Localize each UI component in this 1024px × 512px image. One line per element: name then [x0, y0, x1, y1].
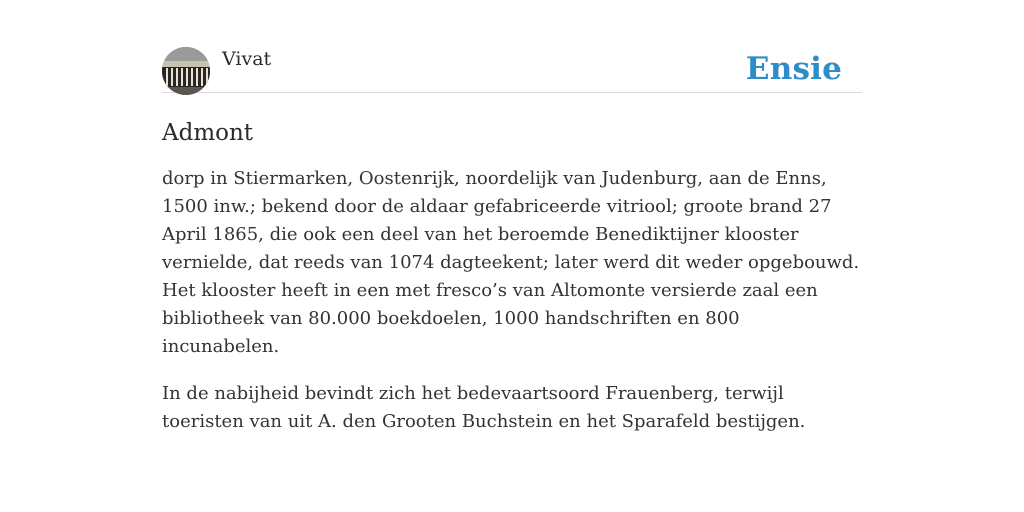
library-books-icon — [162, 47, 210, 95]
entry-card — [162, 46, 862, 455]
entry-paragraph: In de nabijheid bevindt zich het bedevaartsoord Frauenberg, terwijl toeristen van uit A. den Grooten Buchstein en het Sparafeld bestijgen. — [162, 383, 806, 432]
ensie-logo[interactable]: Ensie — [745, 51, 842, 87]
entry-title: Admont — [162, 120, 254, 146]
author-name[interactable]: Vivat — [222, 48, 272, 70]
entry-body — [162, 165, 862, 436]
author-avatar[interactable] — [162, 47, 210, 95]
entry-header — [162, 46, 862, 93]
entry-paragraph: dorp in Stiermarken, Oostenrijk, noordelijk van Judenburg, aan de Enns, 1500 inw.; bekend door de aldaar gefabriceerde vitriool; groote brand 27 April 1865, die ook een deel van het beroemde Benediktijner klooster vernielde, dat reeds van 1074 dagteekent; later werd dit weder opgebouwd. Het klooster heeft in een met fresco’s van Altomonte versierde zaal een bibliotheek van 80.000 boekdoelen, 1000 handschriften en 800 incunabelen. — [162, 168, 860, 357]
